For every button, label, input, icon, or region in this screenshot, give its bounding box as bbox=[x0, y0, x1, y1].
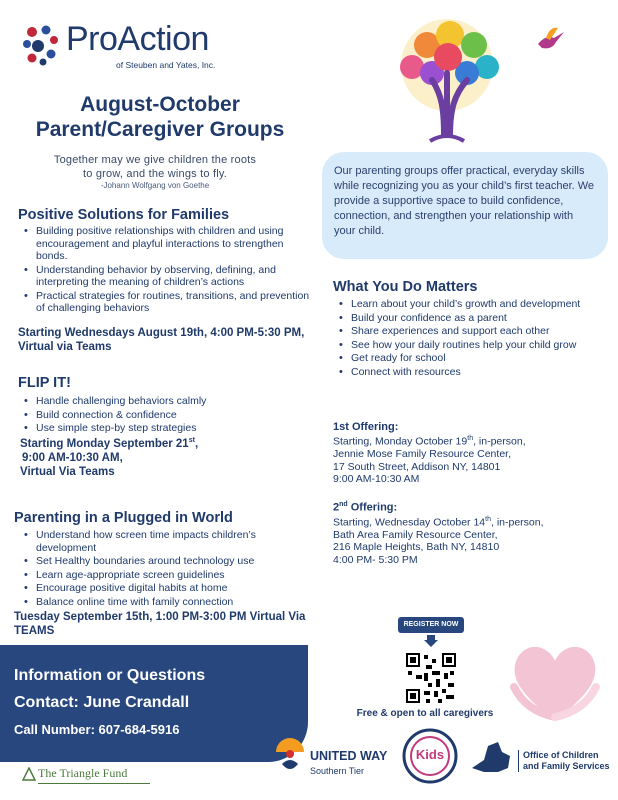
flip-heading: FLIP IT! bbox=[18, 375, 71, 391]
free-note: Free & open to all caregivers bbox=[356, 708, 494, 719]
quote bbox=[0, 153, 310, 181]
flip-schedule-sup: st bbox=[188, 437, 195, 444]
list-item: • Learn about your child’s growth and development bbox=[333, 298, 605, 311]
list-item: • Use simple step-by step strategies bbox=[18, 422, 310, 435]
offering-1-line-4: 9:00 AM-10:30 AM bbox=[333, 473, 420, 485]
offering-1-mode: , in-person, bbox=[473, 435, 526, 448]
triangle-icon bbox=[22, 767, 36, 781]
list-item: • Build connection & confidence bbox=[18, 409, 310, 422]
info-contact: Contact: June Crandall bbox=[14, 694, 190, 711]
offering-1-line-1 bbox=[333, 433, 605, 448]
quote-line-1: Together may we give children the roots bbox=[53, 154, 257, 166]
positive-list bbox=[18, 225, 310, 315]
offering-2-heading-sup: nd bbox=[339, 501, 348, 508]
offering-1-line-3: 17 South Street, Addison NY, 14801 bbox=[333, 460, 501, 473]
offering-1-line-2: Jennie Mose Family Resource Center, bbox=[333, 448, 511, 460]
plugged-list bbox=[18, 529, 310, 608]
info-line-1: Information or Questions bbox=[14, 667, 206, 684]
offering-2-line-4: 4:00 PM- 5:30 PM bbox=[333, 553, 418, 566]
list-item: • See how your daily routines help your child grow bbox=[333, 339, 605, 352]
list-item: • Set Healthy boundaries around technology use bbox=[18, 555, 310, 568]
logo-text: ProAction bbox=[66, 20, 209, 58]
kids-on-track-logo bbox=[402, 728, 458, 784]
offering-2-sup: th bbox=[485, 515, 491, 523]
flip-schedule-text: Starting Monday September 21 bbox=[20, 437, 189, 450]
logo-subtitle: of Steuben and Yates, Inc. bbox=[116, 60, 216, 70]
plugged-section bbox=[14, 510, 310, 609]
positive-heading: Positive Solutions for Families bbox=[18, 207, 230, 223]
offering-1-sup: th bbox=[467, 435, 474, 442]
offering-2-mode: , in-person, bbox=[491, 516, 544, 529]
united-way-name: UNITED WAY bbox=[310, 749, 388, 763]
quote-line-2: to grow, and the wings to fly. bbox=[83, 168, 227, 180]
ocfs-line-2: and Family Services bbox=[523, 761, 610, 771]
offering-2-line-2: Bath Area Family Resource Center, bbox=[333, 528, 498, 541]
heart-hug-icon bbox=[500, 625, 610, 735]
offering-1-heading: 1st Offering: bbox=[333, 421, 399, 433]
intro-bubble: Our parenting groups offer practical, everyday skills while recognizing you as your child’s first teacher. We provide a supportive space to build confidence, connection, and strengthen your relationship with your child. bbox=[322, 152, 608, 259]
list-item: • Building positive relationships with children and using encouragement and playful interactions to strengthen bonds. bbox=[18, 225, 310, 263]
list-item: • Understand how screen time impacts children’s development bbox=[18, 529, 310, 554]
flip-schedule-line-1 bbox=[20, 434, 310, 451]
tree-illustration-icon bbox=[372, 15, 522, 150]
new-york-state-icon bbox=[468, 738, 514, 778]
list-item: • Practical strategies for routines, transitions, and prevention of challenging behaviors bbox=[18, 290, 310, 315]
ocfs-logo bbox=[518, 750, 610, 772]
list-item: • Build your confidence as a parent bbox=[333, 312, 605, 325]
title-line-1: August-October bbox=[80, 93, 240, 116]
offering-2-num: 2 bbox=[333, 501, 340, 514]
list-item: • Get ready for school bbox=[333, 352, 605, 365]
offering-2 bbox=[333, 501, 605, 566]
flip-schedule bbox=[20, 434, 310, 479]
triangle-fund-logo bbox=[22, 766, 150, 784]
arrow-down-icon bbox=[424, 633, 438, 647]
flip-schedule-comma: , bbox=[194, 437, 199, 450]
ocfs-line-1: Office of Children bbox=[523, 750, 599, 760]
list-item: • Learn age-appropriate screen guidelines bbox=[18, 569, 310, 582]
title-line-2: Parent/Caregiver Groups bbox=[35, 118, 285, 141]
offering-2-line-3: 216 Maple Heights, Bath NY, 14810 bbox=[333, 541, 500, 554]
triangle-fund-text: The Triangle Fund bbox=[38, 766, 128, 780]
flip-it-section bbox=[18, 375, 310, 436]
proaction-logo-icon bbox=[18, 22, 64, 68]
offering-2-heading bbox=[333, 501, 605, 514]
offering-2-line-1 bbox=[333, 514, 605, 529]
united-way-sub: Southern Tier bbox=[310, 766, 365, 776]
plugged-heading: Parenting in a Plugged in World bbox=[14, 510, 233, 526]
positive-schedule: Starting Wednesdays August 19th, 4:00 PM-5:30 PM, Virtual via Teams bbox=[18, 327, 305, 353]
quote-author: -Johann Wolfgang von Goethe bbox=[100, 181, 210, 190]
list-item: • Share experiences and support each other bbox=[333, 325, 605, 338]
info-phone[interactable]: Call Number: 607-684-5916 bbox=[14, 722, 180, 737]
offering-1 bbox=[333, 421, 605, 486]
page-title bbox=[0, 92, 320, 142]
flip-schedule-line-2: 9:00 AM-10:30 AM, bbox=[22, 451, 123, 464]
united-way-icon bbox=[272, 730, 308, 780]
qr-code-icon[interactable] bbox=[404, 651, 458, 705]
offering-1-date: Starting, Monday October 19 bbox=[333, 435, 468, 448]
list-item: • Balance online time with family connection bbox=[18, 596, 310, 609]
plugged-schedule: Tuesday September 15th, 1:00 PM-3:00 PM Virtual Via TEAMS bbox=[14, 611, 306, 637]
flip-list bbox=[18, 395, 310, 435]
kids-text: Kids bbox=[415, 747, 445, 762]
flip-schedule-line-3: Virtual Via Teams bbox=[20, 465, 115, 478]
hummingbird-icon bbox=[532, 24, 566, 58]
matters-section bbox=[333, 279, 605, 379]
matters-list bbox=[333, 298, 605, 378]
list-item: • Connect with resources bbox=[333, 366, 605, 379]
register-now-button[interactable]: REGISTER NOW bbox=[398, 617, 464, 633]
list-item: • Understanding behavior by observing, defining, and interpreting the meaning of children’s actions bbox=[18, 264, 310, 289]
list-item: • Handle challenging behaviors calmly bbox=[18, 395, 310, 408]
triangle-fund-underline bbox=[38, 783, 150, 784]
offering-2-heading-rest: Offering: bbox=[347, 501, 398, 514]
offering-2-date: Starting, Wednesday October 14 bbox=[333, 516, 486, 529]
matters-heading: What You Do Matters bbox=[333, 279, 478, 295]
positive-solutions-section bbox=[18, 207, 310, 316]
list-item: • Encourage positive digital habits at home bbox=[18, 582, 310, 595]
